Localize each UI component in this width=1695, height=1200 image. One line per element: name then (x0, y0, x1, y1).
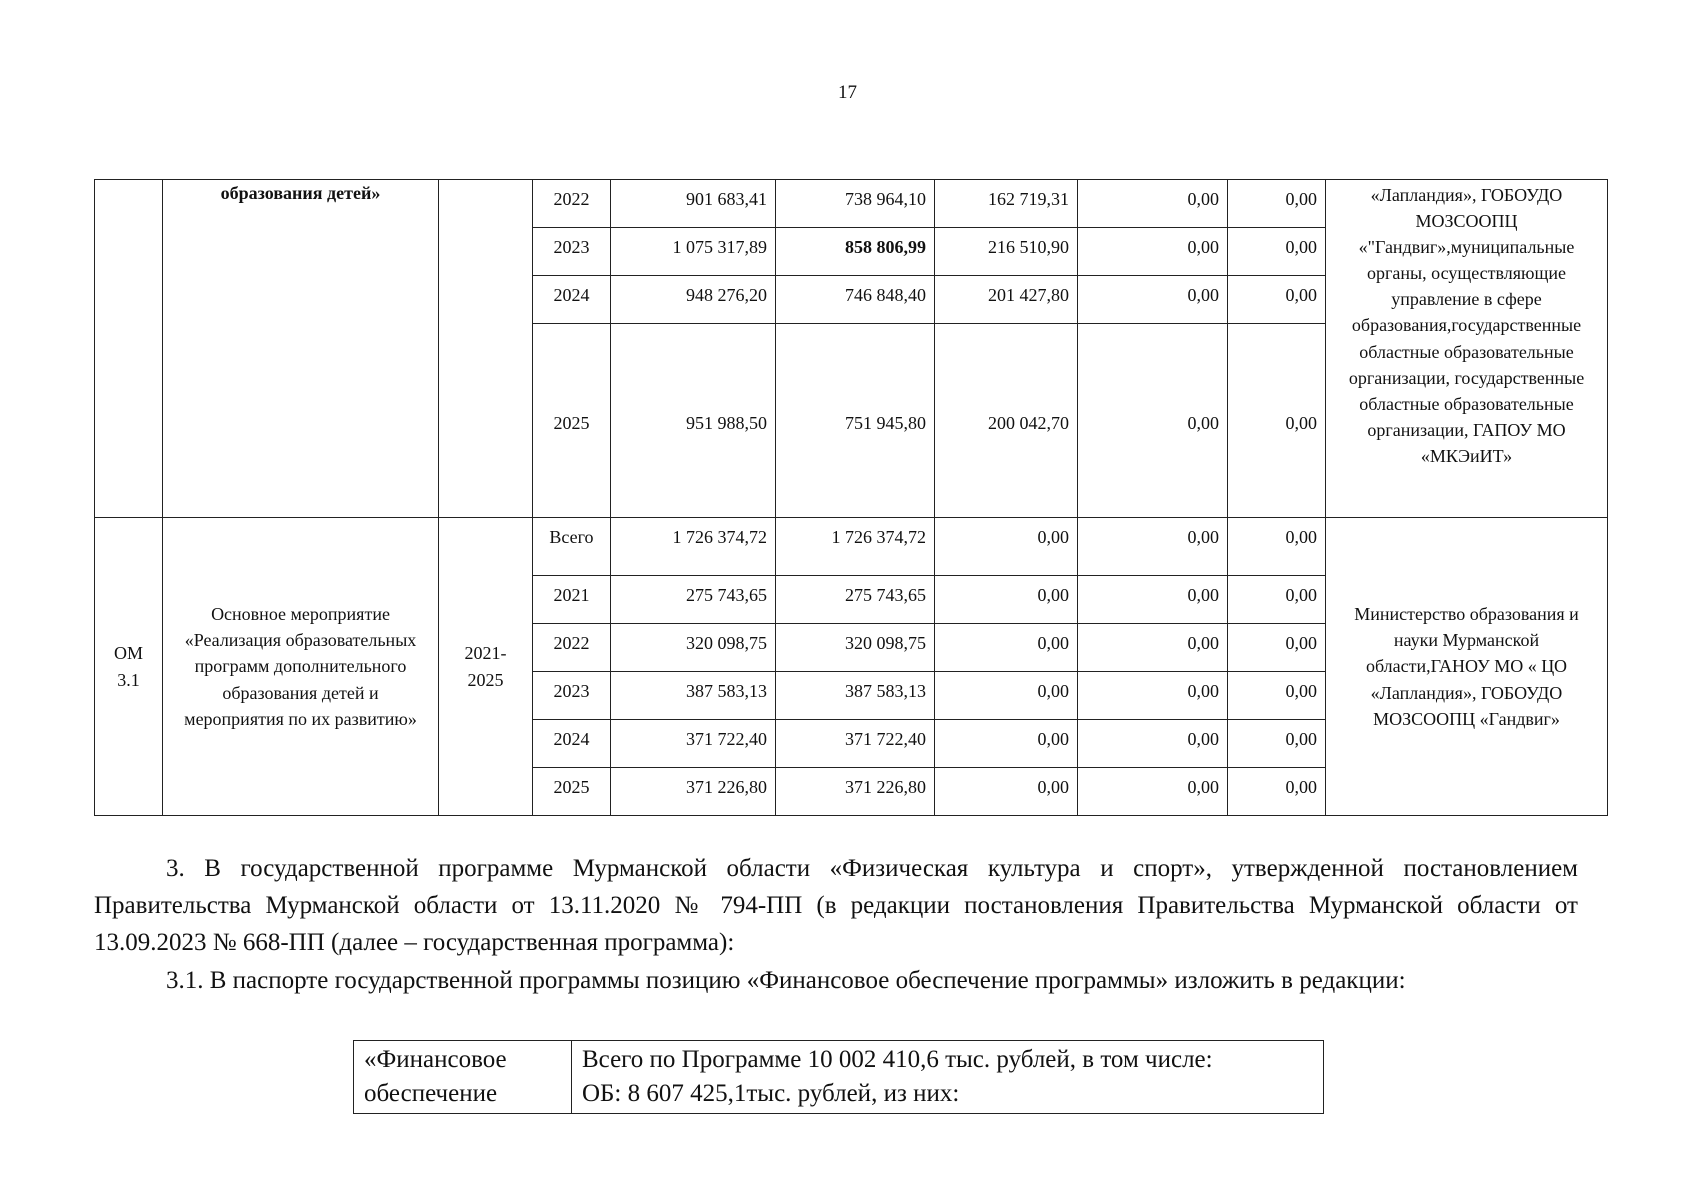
amount-cell: 0,00 (1078, 672, 1228, 720)
total-cell: 1 726 374,72 (611, 518, 776, 576)
amount-cell: 387 583,13 (776, 672, 935, 720)
amount-cell: 738 964,10 (776, 180, 935, 228)
amount-cell: 200 042,70 (935, 324, 1078, 518)
passport-value-line: Всего по Программе 10 002 410,6 тыс. рублей, в том числе: (582, 1046, 1213, 1073)
amount-cell: 0,00 (1228, 624, 1326, 672)
measure-name-cell: образования детей» (163, 180, 439, 518)
year-cell: 2022 (533, 180, 611, 228)
total-cell: 901 683,41 (611, 180, 776, 228)
total-cell: 1 075 317,89 (611, 228, 776, 276)
year-cell: 2022 (533, 624, 611, 672)
amount-cell: 0,00 (1228, 180, 1326, 228)
amount-cell: 0,00 (1078, 768, 1228, 816)
passport-label-line: «Финансовое (364, 1046, 507, 1073)
amount-cell: 0,00 (1228, 228, 1326, 276)
amount-cell: 0,00 (1228, 324, 1326, 518)
amount-cell: 0,00 (1078, 518, 1228, 576)
amount-cell: 0,00 (1078, 720, 1228, 768)
total-cell: 371 722,40 (611, 720, 776, 768)
amount-cell: 0,00 (1078, 180, 1228, 228)
amount-cell: 0,00 (1078, 324, 1228, 518)
table-row (95, 518, 1608, 576)
total-cell: 371 226,80 (611, 768, 776, 816)
amount-cell: 0,00 (935, 624, 1078, 672)
amount-cell: 746 848,40 (776, 276, 935, 324)
passport-label-cell (354, 1041, 572, 1114)
year-cell: 2024 (533, 276, 611, 324)
amount-cell: 0,00 (935, 768, 1078, 816)
year-cell: 2021 (533, 576, 611, 624)
amount-cell: 751 945,80 (776, 324, 935, 518)
amount-cell: 371 226,80 (776, 768, 935, 816)
table-row (354, 1041, 1324, 1114)
total-cell: 387 583,13 (611, 672, 776, 720)
passport-label-line: обеспечение (364, 1080, 498, 1107)
amount-cell: 0,00 (1078, 276, 1228, 324)
year-cell: Всего (533, 518, 611, 576)
paragraph-3-1: 3.1. В паспорте государственной программы позицию «Финансовое обеспечение программы» изложить в редакции: (166, 967, 1406, 994)
amount-cell: 320 098,75 (776, 624, 935, 672)
year-cell: 2025 (533, 324, 611, 518)
amount-cell: 0,00 (1228, 720, 1326, 768)
amount-cell: 858 806,99 (776, 228, 935, 276)
amount-cell: 0,00 (1228, 672, 1326, 720)
amount-cell: 162 719,31 (935, 180, 1078, 228)
page-number: 17 (838, 82, 857, 103)
period-cell (439, 180, 533, 518)
total-cell: 951 988,50 (611, 324, 776, 518)
amount-cell: 0,00 (1078, 576, 1228, 624)
amount-cell: 0,00 (1228, 768, 1326, 816)
amount-cell: 0,00 (935, 720, 1078, 768)
amount-cell: 1 726 374,72 (776, 518, 935, 576)
year-cell: 2025 (533, 768, 611, 816)
executor-cell: «Лапландия», ГОБОУДО МОЗСООПЦ «"Гандвиг»,муниципальные органы, осуществляющие управление в сфере образования,государственные областные образовательные организации, государственные областные образовательные организации, ГАПОУ МО «МКЭиИТ» (1326, 180, 1608, 518)
amount-cell: 0,00 (935, 518, 1078, 576)
amount-cell: 0,00 (935, 576, 1078, 624)
financing-table (94, 179, 1608, 816)
code-cell: ОМ 3.1 (95, 518, 163, 816)
table-row (95, 180, 1608, 228)
year-cell: 2024 (533, 720, 611, 768)
amount-cell: 0,00 (935, 672, 1078, 720)
period-cell: 2021-2025 (439, 518, 533, 816)
amount-cell: 201 427,80 (935, 276, 1078, 324)
total-cell: 275 743,65 (611, 576, 776, 624)
amount-cell: 216 510,90 (935, 228, 1078, 276)
passport-table (353, 1040, 1324, 1114)
paragraph-3: 3. В государственной программе Мурманской области «Физическая культура и спорт», утвержденной постановлением Правительства Мурманской области от 13.11.2020 № 794-ПП (в редакции постановления Правительства Мурманской области от 13.09.2023 № 668-ПП (далее – государственная программа): (94, 855, 1578, 956)
executor-cell: Министерство образования и науки Мурманской области,ГАНОУ МО « ЦО «Лапландия», ГОБОУДО МОЗСООПЦ «Гандвиг» (1326, 518, 1608, 816)
passport-value-line: ОБ: 8 607 425,1тыс. рублей, из них: (582, 1080, 960, 1107)
amount-cell: 371 722,40 (776, 720, 935, 768)
amount-cell: 275 743,65 (776, 576, 935, 624)
amount-cell: 0,00 (1228, 518, 1326, 576)
measure-name-cell: Основное мероприятие «Реализация образовательных программ дополнительного образования детей и мероприятия по их развитию» (163, 518, 439, 816)
amount-cell: 0,00 (1228, 576, 1326, 624)
amount-cell: 0,00 (1228, 276, 1326, 324)
amount-cell: 0,00 (1078, 624, 1228, 672)
year-cell: 2023 (533, 672, 611, 720)
code-cell (95, 180, 163, 518)
passport-value-cell (572, 1041, 1324, 1114)
year-cell: 2023 (533, 228, 611, 276)
total-cell: 320 098,75 (611, 624, 776, 672)
amount-cell: 0,00 (1078, 228, 1228, 276)
total-cell: 948 276,20 (611, 276, 776, 324)
